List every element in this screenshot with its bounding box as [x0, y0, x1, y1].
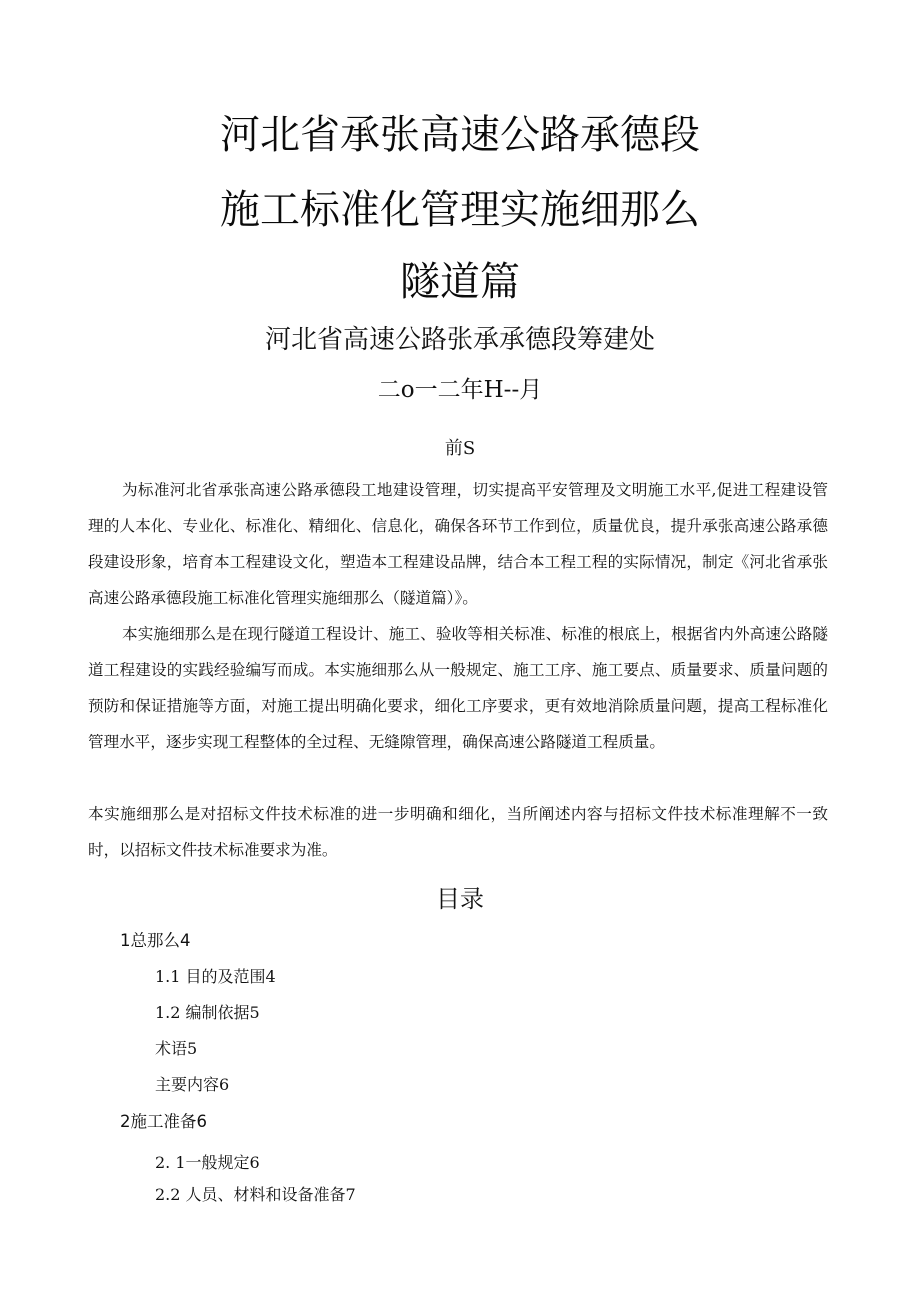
preface-paragraph: 本实施细那么是对招标文件技术标准的进一步明确和细化，当所阐述内容与招标文件技术标准理解不一致时，以招标文件技术标准要求为准。: [88, 805, 828, 859]
toc-entry-terms[interactable]: 术语5: [155, 1039, 198, 1058]
toc-entry-main-content[interactable]: 主要内容6: [155, 1075, 230, 1094]
document-title-line-3: 隧道篇: [400, 259, 520, 305]
document-title-line-2: 施工标准化管理实施细那么: [220, 187, 700, 233]
toc-entry-preparation[interactable]: 2施工准备6: [120, 1112, 207, 1131]
issuing-organization: 河北省高速公路张承承德段筹建处: [264, 325, 655, 355]
preface-paragraph: 为标准河北省承张高速公路承德段工地建设管理，切实提高平安管理及文明施工水平,促进工程建设管理的人本化、专业化、标准化、精细化、信息化，确保各环节工作到位，质量优良，提升承张高速公路承德段建设形象，培育本工程建设文化，塑造本工程建设品牌，结合本工程工程的实际情况，制定《河北省承张高速公路承德段施工标准化管理实施细那么（隧道篇）》。: [88, 481, 828, 607]
preface-heading: 前S: [444, 438, 476, 459]
document-title-line-1: 河北省承张高速公路承德段: [220, 112, 700, 158]
toc-entry-general-rules[interactable]: 2. 1一般规定6: [155, 1153, 260, 1172]
toc-entry-basis[interactable]: 1.2 编制依据5: [155, 1003, 260, 1022]
toc-entry-general[interactable]: 1总那么4: [120, 931, 191, 950]
toc-entry-personnel-materials[interactable]: 2.2 人员、材料和设备准备7: [155, 1185, 356, 1204]
preface-paragraph: 本实施细那么是在现行隧道工程设计、施工、验收等相关标准、标准的根底上，根据省内外高速公路隧道工程建设的实践经验编写而成。本实施细那么从一般规定、施工工序、施工要点、质量要求、质量问题的预防和保证措施等方面，对施工提出明确化要求，细化工序要求，更有效地消除质量问题，提高工程标准化管理水平，逐步实现工程整体的全过程、无缝隙管理，确保高速公路隧道工程质量。: [88, 625, 828, 751]
toc-entry-purpose-scope[interactable]: 1.1 目的及范围4: [155, 967, 276, 986]
document-date: 二o一二年H--月: [377, 377, 543, 403]
toc-heading: 目录: [436, 885, 484, 913]
